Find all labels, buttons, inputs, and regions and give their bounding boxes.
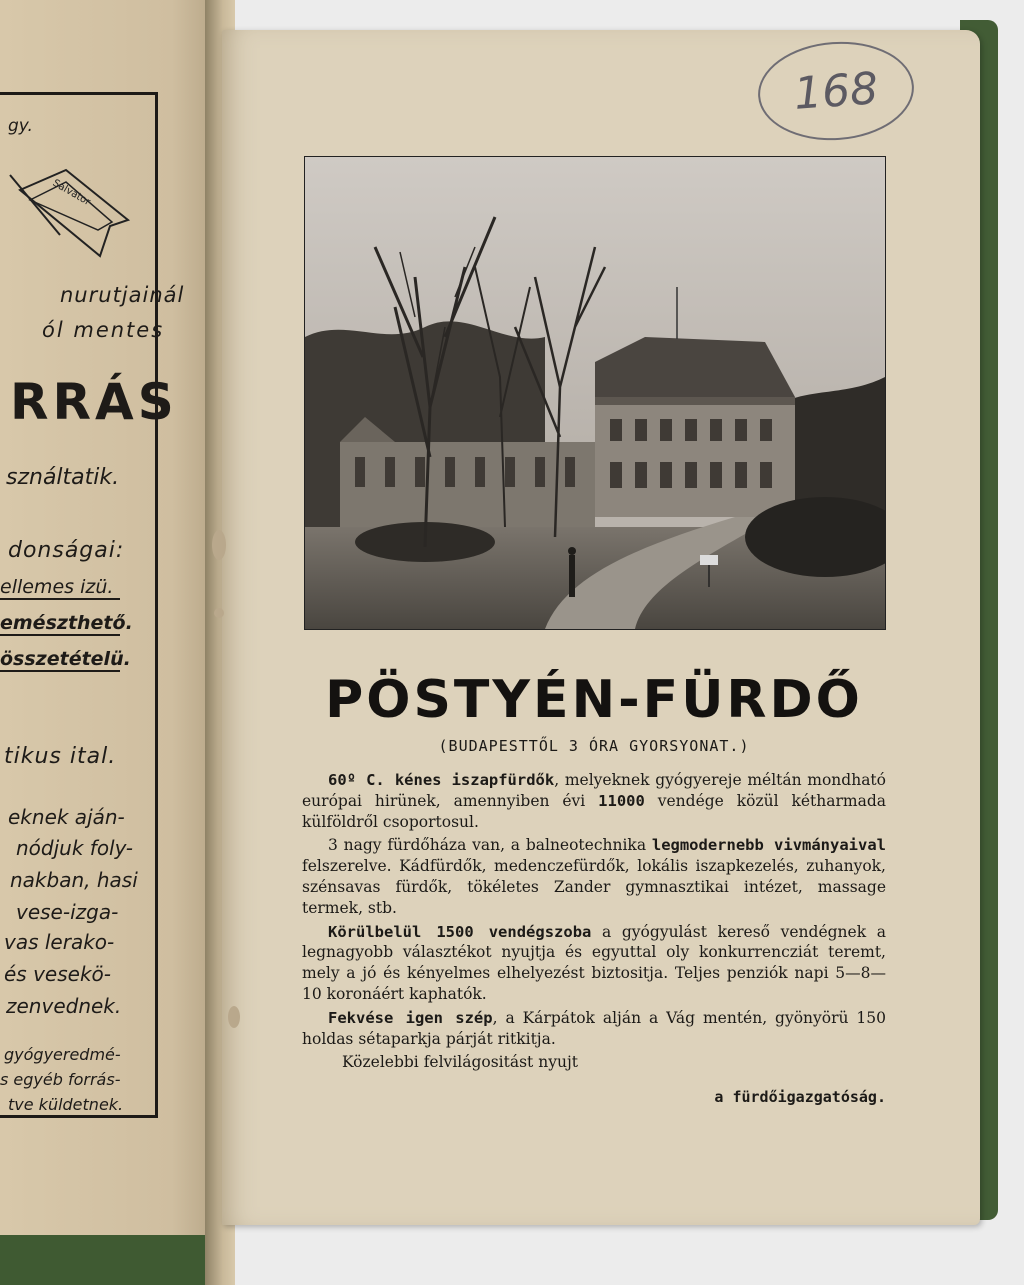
left-text-line: ól mentes — [42, 318, 165, 342]
left-text-line: gy. — [8, 116, 33, 136]
left-text-line: tve küldetnek. — [8, 1095, 124, 1114]
left-text-line: tikus ital. — [4, 744, 117, 769]
left-text-line: vas lerako- — [4, 930, 115, 954]
bath-house-photo — [304, 156, 886, 630]
page-number: 168 — [755, 37, 917, 146]
signature: a fürdőigazgatóság. — [714, 1088, 886, 1106]
left-text-line: emészthető. — [0, 612, 133, 634]
paragraph — [302, 770, 886, 832]
left-text-line: s egyéb forrás- — [0, 1070, 121, 1089]
page-subtitle: (BUDAPESTTŐL 3 ÓRA GYORSYONAT.) — [438, 737, 750, 755]
bold-phrase: Fekvése igen szép — [328, 1008, 493, 1027]
bold-phrase: 60º C. kénes iszapfürdők — [328, 771, 555, 789]
page-title: PÖSTYÉN-FÜRDŐ — [325, 670, 863, 730]
paragraph — [302, 922, 886, 1005]
left-text-line: donságai: — [8, 538, 125, 563]
bold-phrase: Körülbelül 1500 vendégszoba — [328, 922, 592, 941]
left-text-line: vese-izga- — [16, 900, 119, 924]
text-run: , melyeknek gyógyereje méltán mondható európai hirünek, amennyiben évi — [302, 771, 886, 810]
binding-hole — [214, 608, 224, 618]
text-run: vendége közül kétharmada külföldről csoportosul. — [302, 791, 886, 831]
left-text-line: és vesekö- — [4, 962, 111, 986]
left-text-line: gyógyeredmé- — [4, 1045, 121, 1064]
bold-phrase: 11000 — [598, 791, 645, 810]
paragraph — [302, 1008, 886, 1050]
left-text-line: nurutjainál — [60, 283, 185, 307]
binding-hole — [212, 530, 226, 560]
left-text-line: összetételü. — [0, 648, 131, 670]
left-page — [0, 0, 215, 1235]
left-text-line: zenvednek. — [6, 994, 122, 1018]
left-text-line: sználtatik. — [6, 465, 120, 490]
article-body — [302, 770, 886, 1073]
paragraph — [302, 835, 886, 918]
binding-hole — [228, 1006, 240, 1028]
text-run: , a Kárpátok alján a Vág mentén, gyönyörü 150 holdas sétaparkja párját ritkitja. — [302, 1008, 887, 1048]
pennant-flag-icon — [0, 160, 140, 270]
left-text-line: nakban, hasi — [10, 868, 138, 892]
left-text-line: eknek aján- — [8, 805, 125, 829]
text-run: a gyógyulást kereső vendégnek a legnagyobb választékot nyujtja és egyuttal oly konkurrencziát teremt, mely a jó és kényelmes elhelyezést biztositja. Teljes penziók napi 5—8—10 koronáért kaphatók. — [302, 922, 886, 1003]
left-text-line: nódjuk foly- — [16, 836, 133, 860]
left-text-line: RRÁS — [10, 373, 178, 431]
left-text-line: ellemes izü. — [0, 576, 120, 600]
closing-line: Közelebbi felvilágositást nyujt — [342, 1053, 578, 1072]
bold-phrase: legmodernebb vivmányaival — [651, 836, 887, 855]
text-run: felszerelve. Kádfürdők, medenczefürdők, lokális iszapkezelés, zuhanyok, szénsavas fürdők, tökéletes Zander gymnasztikai intézet, massage termek, stb. — [302, 857, 886, 917]
text-run: 3 nagy fürdőháza van, a balneotechnika — [328, 836, 652, 855]
pennant-label: Salvator — [50, 177, 93, 208]
